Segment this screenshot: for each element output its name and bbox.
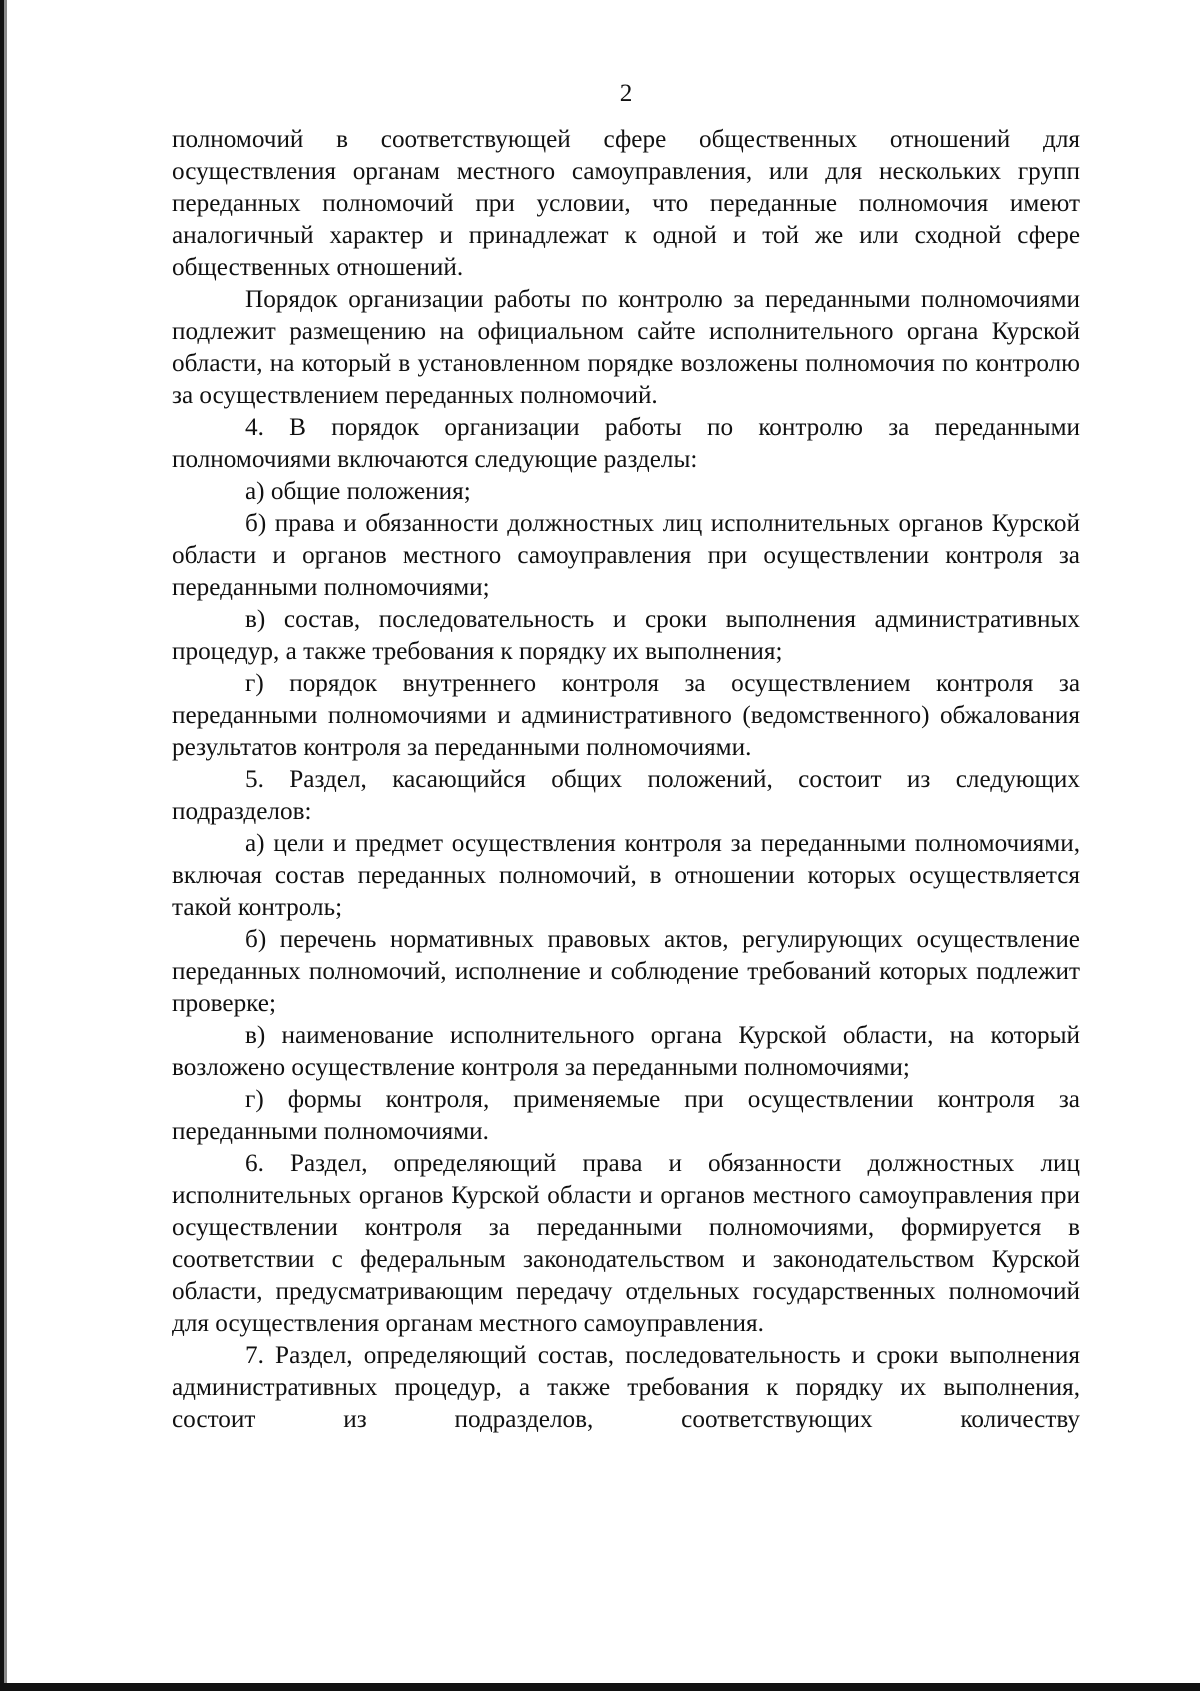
paragraph-item-5g: г) формы контроля, применяемые при осуществлении контроля за переданными полномочиями. — [172, 1086, 1080, 1145]
paragraph-item-4v: в) состав, последовательность и сроки выполнения административных процедур, а также требования к порядку их выполнения; — [172, 606, 1080, 665]
paragraph-item-4g: г) порядок внутреннего контроля за осуществлением контроля за переданными полномочиями и административного (ведомственного) обжалования результатов контроля за переданными полномочиями. — [172, 670, 1080, 761]
paragraph-item-4a: а) общие положения; — [245, 478, 471, 505]
paragraph-item-6: 6. Раздел, определяющий права и обязанности должностных лиц исполнительных органов Курской области и органов местного самоуправления при осуществлении контроля за переданными полномочиями, формируется в соответствии с федеральным законодательством и законодательством Курской области, предусматривающим передачу отдельных государственных полномочий для осуществления органам местного самоуправления. — [172, 1150, 1080, 1337]
document-page — [172, 78, 1080, 1436]
page-number: 2 — [619, 80, 633, 107]
paragraph-order-publication: Порядок организации работы по контролю за переданными полномочиями подлежит размещению на официальном сайте исполнительного органа Курской области, на который в установленном порядке возложены полномочия по контролю за осуществлением переданных полномочий. — [172, 286, 1080, 409]
paragraph-item-4: 4. В порядок организации работы по контролю за переданными полномочиями включаются следующие разделы: — [172, 414, 1080, 473]
paragraph-item-7: 7. Раздел, определяющий состав, последовательность и сроки выполнения административных процедур, а также требования к порядку их выполнения, состоит из подразделов, соответствующих количеству — [172, 1342, 1080, 1433]
paragraph-item-5a: а) цели и предмет осуществления контроля за переданными полномочиями, включая состав переданных полномочий, в отношении которых осуществляется такой контроль; — [172, 830, 1080, 921]
paragraph-item-5b: б) перечень нормативных правовых актов, регулирующих осуществление переданных полномочий, исполнение и соблюдение требований которых подлежит проверке; — [172, 926, 1080, 1017]
paragraph-item-5v: в) наименование исполнительного органа Курской области, на который возложено осуществление контроля за переданными полномочиями; — [172, 1022, 1080, 1081]
paragraph-item-4b: б) права и обязанности должностных лиц исполнительных органов Курской области и органов местного самоуправления при осуществлении контроля за переданными полномочиями; — [172, 510, 1080, 601]
scan-edge-left-shadow — [4, 0, 7, 1691]
paragraph-continuation: полномочий в соответствующей сфере общественных отношений для осуществления органам местного самоуправления, или для нескольких групп переданных полномочий при условии, что переданные полномочия имеют аналогичный характер и принадлежат к одной и той же или сходной сфере общественных отношений. — [172, 126, 1080, 281]
scan-edge-bottom — [0, 1683, 1200, 1691]
paragraph-item-5: 5. Раздел, касающийся общих положений, состоит из следующих подразделов: — [172, 766, 1080, 825]
